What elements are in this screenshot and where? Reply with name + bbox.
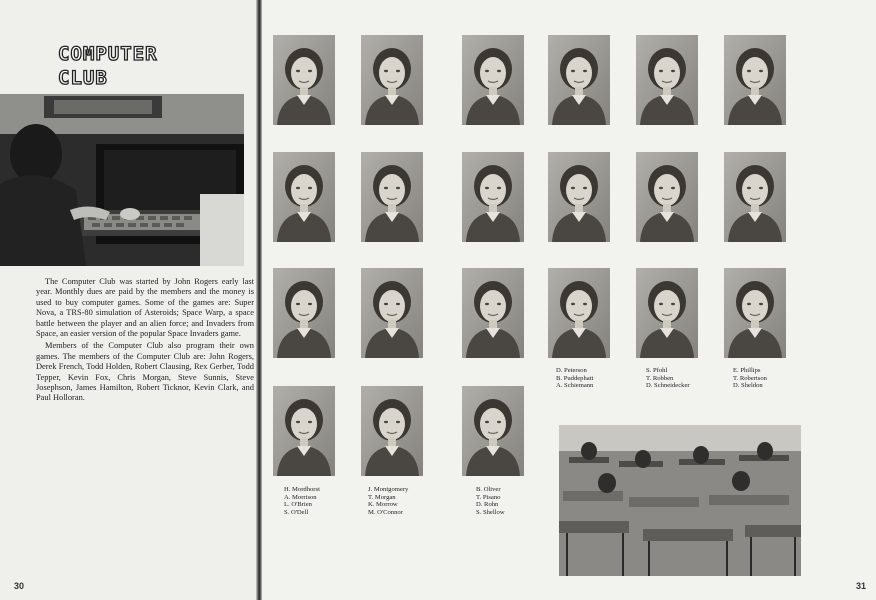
student-portrait	[724, 268, 786, 358]
caption-names	[368, 486, 408, 516]
caption-name: T. Robben	[646, 374, 674, 382]
student-portrait	[462, 152, 524, 242]
caption-name: D. Schneidecker	[646, 382, 690, 390]
computer-club-photo	[0, 94, 244, 266]
portrait-image	[462, 268, 524, 358]
page-number-right: 31	[856, 581, 867, 591]
portrait-image	[273, 152, 335, 242]
portrait-image	[724, 268, 786, 358]
caption-name: A. Schiemann	[556, 382, 594, 390]
portrait-image	[724, 35, 786, 125]
portrait-image	[462, 35, 524, 125]
portrait-image	[636, 152, 698, 242]
portrait-image	[273, 386, 335, 476]
classroom-photo	[559, 425, 801, 576]
caption-name: D. Sheldon	[733, 382, 763, 390]
student-portrait	[361, 35, 423, 125]
student-portrait	[361, 386, 423, 476]
portrait-image	[361, 152, 423, 242]
paragraph-1: The Computer Club was started by John Rogers early last year. Monthly dues are paid by the members and the money is used to buy computer games. Some of the games are: Super Nova, a TRS-80 simulation of Asteroids; Space Warp, a space battle between the player and an alien force; and Invaders from Space, an easier version of the popular Space Invaders game.	[36, 277, 254, 339]
portrait-image	[462, 152, 524, 242]
caption-name: D. Rohn	[476, 501, 499, 509]
computer-terminal-illustration	[0, 94, 244, 266]
student-portrait	[548, 35, 610, 125]
paragraph-2: Members of the Computer Club also program their own games. The members of the Computer Club are: John Rogers, Derek French, Todd Holden, Robert Clausing, Rex Gerber, Todd Tepper, Kevin Fox, Chris Morgan, Steve Sunnis, Steve Josephson, James Hamilton, Robert Ticknor, Kevin Clark, and Paul Holloran.	[36, 341, 254, 403]
caption-name: A. Morrison	[284, 493, 317, 501]
caption-names	[476, 486, 505, 516]
portrait-image	[636, 268, 698, 358]
caption-name: S. O'Dell	[284, 508, 309, 516]
student-portrait	[273, 386, 335, 476]
caption-names	[284, 486, 320, 516]
caption-name: S. Shellow	[476, 508, 505, 516]
portrait-image	[273, 35, 335, 125]
caption-name: B. Oliver	[476, 486, 501, 493]
caption-name: H. Mordhorst	[284, 486, 320, 493]
club-description	[36, 277, 254, 406]
title-line-2: CLUB	[58, 67, 108, 89]
caption-name: M. O'Connor	[368, 508, 403, 516]
caption-names	[646, 367, 690, 390]
student-portrait	[636, 35, 698, 125]
caption-name: D. Peterson	[556, 367, 587, 374]
student-portrait	[273, 35, 335, 125]
caption-name: S. Pfohl	[646, 367, 668, 374]
portrait-image	[636, 35, 698, 125]
portrait-image	[548, 35, 610, 125]
classroom-illustration	[559, 425, 801, 576]
student-portrait	[361, 268, 423, 358]
student-portrait	[462, 35, 524, 125]
caption-names	[733, 367, 767, 390]
caption-names	[556, 367, 593, 390]
page-number-left: 30	[14, 581, 25, 591]
caption-name: B. Puddephatt	[556, 374, 594, 382]
portrait-image	[548, 268, 610, 358]
portrait-image	[462, 386, 524, 476]
caption-name: T. Pisano	[476, 493, 501, 501]
student-portrait	[361, 152, 423, 242]
caption-name: E. Phillips	[733, 367, 761, 374]
student-portrait	[636, 152, 698, 242]
caption-name: T. Morgan	[368, 493, 396, 501]
student-portrait	[548, 152, 610, 242]
portrait-image	[548, 152, 610, 242]
title-line-1: COMPUTER	[58, 43, 158, 65]
portrait-image	[361, 268, 423, 358]
student-portrait	[462, 268, 524, 358]
student-portrait	[273, 152, 335, 242]
caption-name: J. Montgomery	[368, 486, 409, 493]
student-portrait	[548, 268, 610, 358]
page-title	[58, 42, 158, 90]
caption-name: T. Robertson	[733, 374, 767, 382]
left-page	[0, 0, 256, 600]
caption-name: K. Morrow	[368, 501, 398, 509]
caption-name: L. O'Brien	[284, 501, 312, 509]
portrait-image	[361, 35, 423, 125]
student-portrait	[724, 152, 786, 242]
student-portrait	[462, 386, 524, 476]
portrait-image	[361, 386, 423, 476]
student-portrait	[636, 268, 698, 358]
student-portrait	[273, 268, 335, 358]
student-portrait	[724, 35, 786, 125]
portrait-image	[273, 268, 335, 358]
portrait-image	[724, 152, 786, 242]
